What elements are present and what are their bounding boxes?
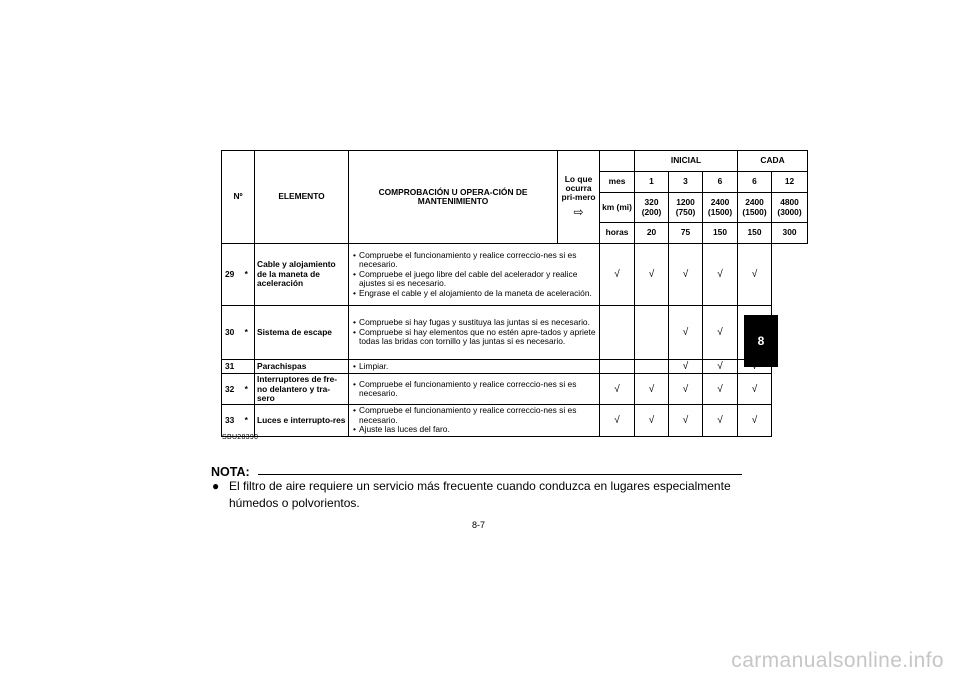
check-item: • Ajuste las luces del faro. [351,425,597,434]
interval-label: mes [600,172,635,193]
row-star [239,360,255,374]
arrow-right-icon: ⇨ [573,204,584,219]
checks-list [351,362,597,371]
interval-value: 150 [703,223,738,244]
check-mark: √ [600,244,635,306]
header-first-label: Lo que ocurra pri-mero [561,173,596,203]
table-row [222,405,808,436]
check-mark: √ [669,244,703,306]
header-blank [600,151,635,172]
check-item: • Compruebe el juego libre del cable del acelerador y realice ajustes si es necesario. [351,270,597,289]
check-item: • Compruebe el funcionamiento y realice correccio-nes si es necesario. [351,380,597,399]
row-element: Luces e interrupto-res [255,405,349,436]
interval-value: 2400 (1500) [738,193,772,223]
check-mark: √ [669,306,703,360]
check-mark [600,306,635,360]
interval-value: 150 [738,223,772,244]
check-mark: √ [738,405,772,436]
note-text: El filtro de aire requiere un servicio más frecuente cuando conduzca en lugares especialmente húmedos o polvorientos. [229,479,731,510]
row-checks [349,306,600,360]
row-number: 33 [222,405,239,436]
chapter-tab-number: 8 [757,334,765,348]
check-mark: √ [635,244,669,306]
interval-label: km (mi) [600,193,635,223]
row-star: * [239,244,255,306]
table-row [222,306,808,360]
check-item: • Compruebe el funcionamiento y realice correccio-nes si es necesario. [351,251,597,270]
interval-value: 320 (200) [635,193,669,223]
check-item: • Compruebe el funcionamiento y realice correccio-nes si es necesario. [351,406,597,425]
check-mark: √ [669,374,703,405]
checks-list [351,251,597,298]
row-checks [349,374,600,405]
header-inicial: INICIAL [635,151,738,172]
check-mark: √ [635,374,669,405]
interval-value: 6 [703,172,738,193]
interval-value: 4800 (3000) [772,193,808,223]
header-element: ELEMENTO [255,151,349,244]
row-checks [349,405,600,436]
row-number: 31 [222,360,239,374]
row-star: * [239,306,255,360]
check-mark [600,360,635,374]
header-check: COMPROBACIÓN U OPERA-CIÓN DE MANTENIMIENTO [349,151,558,244]
check-item: • Compruebe si hay elementos que no estén apre-tados y apriete todas las bridas con tornillo y las juntas si es necesario. [351,328,597,347]
interval-value: 75 [669,223,703,244]
row-number: 29 [222,244,239,306]
chapter-tab [744,315,778,367]
interval-value: 1200 (750) [669,193,703,223]
row-checks [349,360,600,374]
check-mark: √ [703,360,738,374]
check-item: • Limpiar. [351,362,597,371]
row-star: * [239,374,255,405]
row-element: Cable y alojamiento de la maneta de aceleración [255,244,349,306]
check-mark: √ [703,244,738,306]
note-divider [258,474,742,475]
checks-list [351,406,597,434]
note-title: NOTA: [211,465,250,479]
interval-label: horas [600,223,635,244]
row-number: 30 [222,306,239,360]
watermark: carmanualsonline.info [731,649,944,672]
check-mark: √ [635,405,669,436]
interval-value: 6 [738,172,772,193]
reference-code: SBU28390 [222,434,259,441]
check-mark [635,360,669,374]
table-row [222,244,808,306]
table-row [222,360,808,374]
page-number: 8-7 [472,520,486,530]
interval-value: 3 [669,172,703,193]
row-element: Parachispas [255,360,349,374]
header-cada: CADA [738,151,808,172]
table-row [222,374,808,405]
check-mark: √ [738,244,772,306]
interval-value: 300 [772,223,808,244]
row-checks [349,244,600,306]
check-mark [635,306,669,360]
header-no: Nº [222,151,255,244]
row-element: Sistema de escape [255,306,349,360]
checks-list [351,318,597,346]
filled-circle-bullet-icon: ● [212,479,220,493]
checks-list [351,380,597,399]
check-mark: √ [703,306,738,360]
check-item: • Compruebe si hay fugas y sustituya las juntas si es necesario. [351,318,597,327]
row-number: 32 [222,374,239,405]
interval-value: 2400 (1500) [703,193,738,223]
check-mark: √ [600,405,635,436]
check-mark: √ [703,405,738,436]
row-element: Interruptores de fre-no delantero y tra-sero [255,374,349,405]
interval-value: 20 [635,223,669,244]
interval-value: 12 [772,172,808,193]
check-item: • Engrase el cable y el alojamiento de la maneta de aceleración. [351,289,597,298]
check-mark: √ [600,374,635,405]
check-mark: √ [703,374,738,405]
check-mark: √ [738,374,772,405]
check-mark: √ [669,405,703,436]
maintenance-schedule-table [221,150,808,437]
check-mark: √ [669,360,703,374]
row-star: * [239,405,255,436]
interval-value: 1 [635,172,669,193]
header-first [558,151,600,244]
